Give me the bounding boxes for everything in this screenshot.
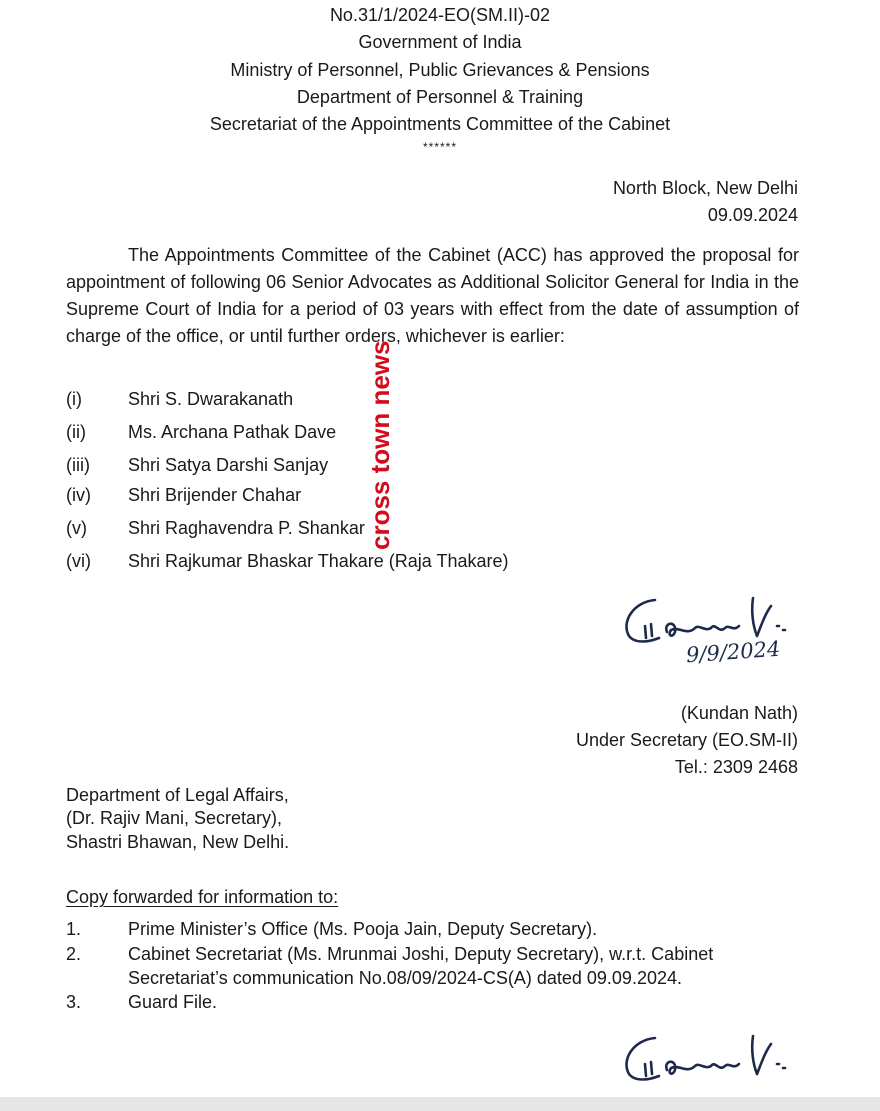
body-text: The Appointments Committee of the Cabinet (ACC) has approved the proposal for appointment of following 06 Senior Advocates as Additional Solicitor General for India in the Supreme Court of India for a period of 03 years with effect from the date of assumption of charge of the office, or until further orders, whichever is earlier: — [66, 245, 799, 346]
list-number: 3. — [66, 992, 82, 1012]
ministry-line: Ministry of Personnel, Public Grievances & Pensions — [230, 60, 650, 80]
list-item — [66, 942, 806, 990]
appointee-name: Ms. Archana Pathak Dave — [128, 422, 337, 442]
list-item — [66, 990, 806, 1014]
reference-number: No.31/1/2024-EO(SM.II)-02 — [329, 5, 551, 25]
appointee-name: Shri Rajkumar Bhaskar Thakare (Raja Thakare) — [128, 551, 509, 571]
addressee-line: Shastri Bhawan, New Delhi. — [66, 832, 290, 852]
watermark-text: cross town news — [365, 340, 395, 550]
handwritten-date: 9/9/2024 — [685, 636, 782, 668]
list-number: (ii) — [66, 422, 86, 442]
list-number: 2. — [66, 944, 82, 964]
list-number: (i) — [66, 389, 82, 409]
list-number: (vi) — [66, 551, 91, 571]
list-item — [66, 917, 806, 941]
appointee-name: Shri Satya Darshi Sanjay — [128, 455, 329, 475]
department-line: Department of Personnel & Training — [296, 87, 584, 107]
list-number: (iii) — [66, 455, 90, 475]
addressee-line: Department of Legal Affairs, — [66, 785, 289, 805]
place: North Block, New Delhi — [612, 178, 798, 198]
list-number: (v) — [66, 518, 87, 538]
government-line: Government of India — [358, 32, 522, 52]
body-paragraph — [66, 242, 799, 350]
signatory-designation: Under Secretary (EO.SM-II) — [575, 730, 798, 750]
addressee-line: (Dr. Rajiv Mani, Secretary), — [66, 808, 283, 828]
secretariat-line: Secretariat of the Appointments Committee of the Cabinet — [209, 114, 671, 134]
separator-stars: ****** — [422, 140, 458, 154]
signatory-telephone: Tel.: 2309 2468 — [674, 757, 798, 777]
signatory-name: (Kundan Nath) — [680, 703, 798, 723]
copy-forwarded-heading: Copy forwarded for information to: — [66, 887, 339, 907]
page-bottom-edge — [0, 1097, 880, 1111]
signature-image — [615, 1030, 795, 1100]
date: 09.09.2024 — [707, 205, 798, 225]
copy-recipient: Prime Minister’s Office (Ms. Pooja Jain, Deputy Secretary). — [128, 919, 598, 939]
appointee-name: Shri Brijender Chahar — [128, 485, 302, 505]
copy-recipient: Cabinet Secretariat (Ms. Mrunmai Joshi, Deputy Secretary), w.r.t. Cabinet Secretariat’s communication No.08/09/2024-CS(A) dated 09.09.2024. — [128, 944, 714, 988]
appointee-name: Shri S. Dwarakanath — [128, 389, 294, 409]
list-number: 1. — [66, 919, 82, 939]
copy-recipient: Guard File. — [128, 992, 218, 1012]
list-number: (iv) — [66, 485, 91, 505]
appointee-name: Shri Raghavendra P. Shankar — [128, 518, 365, 538]
